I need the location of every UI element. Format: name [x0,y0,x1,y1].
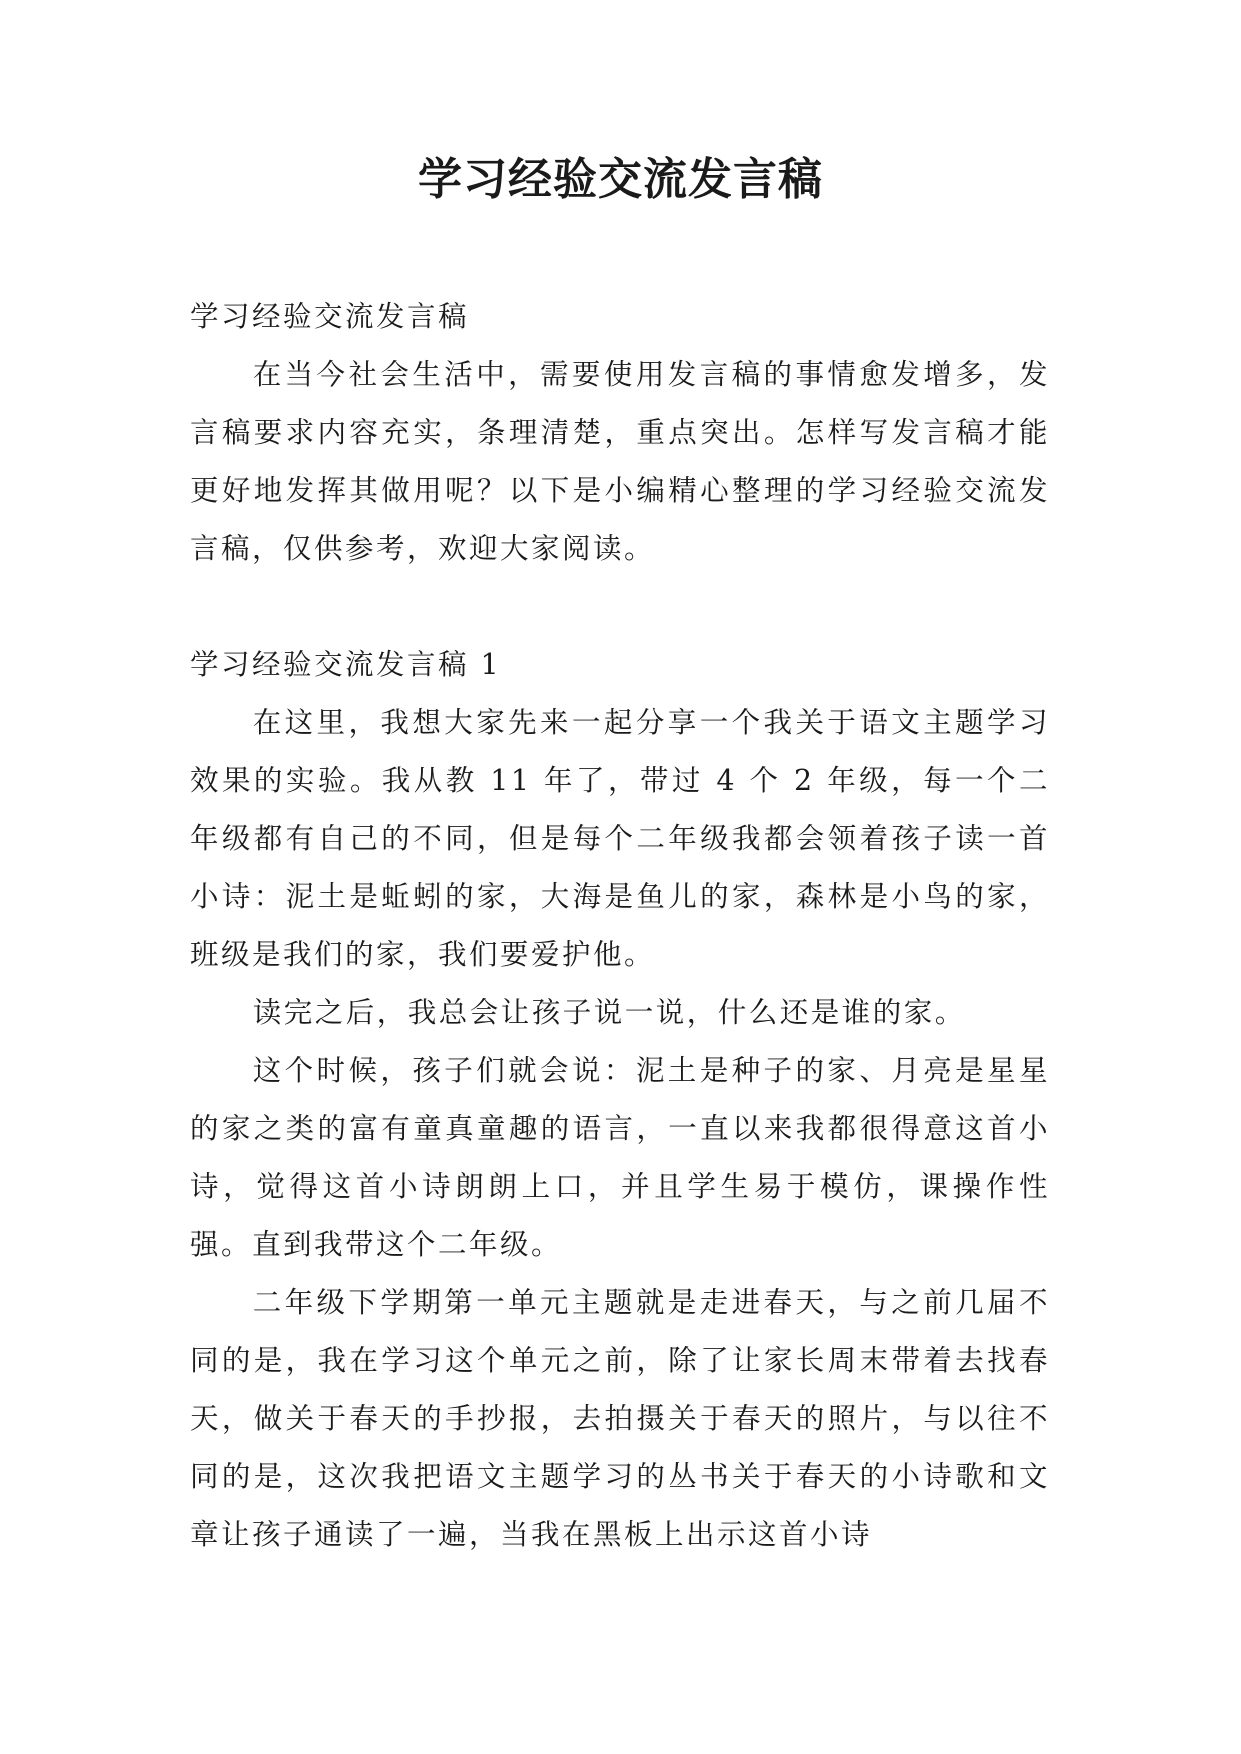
section1-heading: 学习经验交流发言稿 1 [190,648,502,681]
section-spacer [190,578,1050,636]
section1-paragraph: 这个时候，孩子们就会说：泥土是种子的家、月亮是星星的家之类的富有童真童趣的语言，一直以来我都很得意这首小诗，觉得这首小诗朗朗上口，并且学生易于模仿，课操作性强。直到我带这个二年级。 [190,1054,1050,1261]
document-body [190,288,1050,1564]
section1-paragraph: 读完之后，我总会让孩子说一说，什么还是谁的家。 [252,996,966,1029]
document-title: 学习经验交流发言稿 [418,154,823,205]
section1-paragraph: 二年级下学期第一单元主题就是走进春天，与之前几届不同的是，我在学习这个单元之前，除了让家长周末带着去找春天，做关于春天的手抄报，去拍摄关于春天的照片，与以往不同的是，这次我把语文主题学习的丛书关于春天的小诗歌和文章让孩子通读了一遍，当我在黑板上出示这首小诗 [190,1286,1050,1551]
intro-heading: 学习经验交流发言稿 [190,300,470,333]
intro-paragraph: 在当今社会生活中，需要使用发言稿的事情愈发增多，发言稿要求内容充实，条理清楚，重点突出。怎样写发言稿才能更好地发挥其做用呢？以下是小编精心整理的学习经验交流发言稿，仅供参考，欢迎大家阅读。 [190,358,1050,565]
section1-paragraph: 在这里，我想大家先来一起分享一个我关于语文主题学习效果的实验。我从教 11 年了，带过 4 个 2 年级，每一个二年级都有自己的不同，但是每个二年级我都会领着孩子读一首小诗：泥土是蚯蚓的家，大海是鱼儿的家，森林是小鸟的家，班级是我们的家，我们要爱护他。 [190,706,1050,971]
